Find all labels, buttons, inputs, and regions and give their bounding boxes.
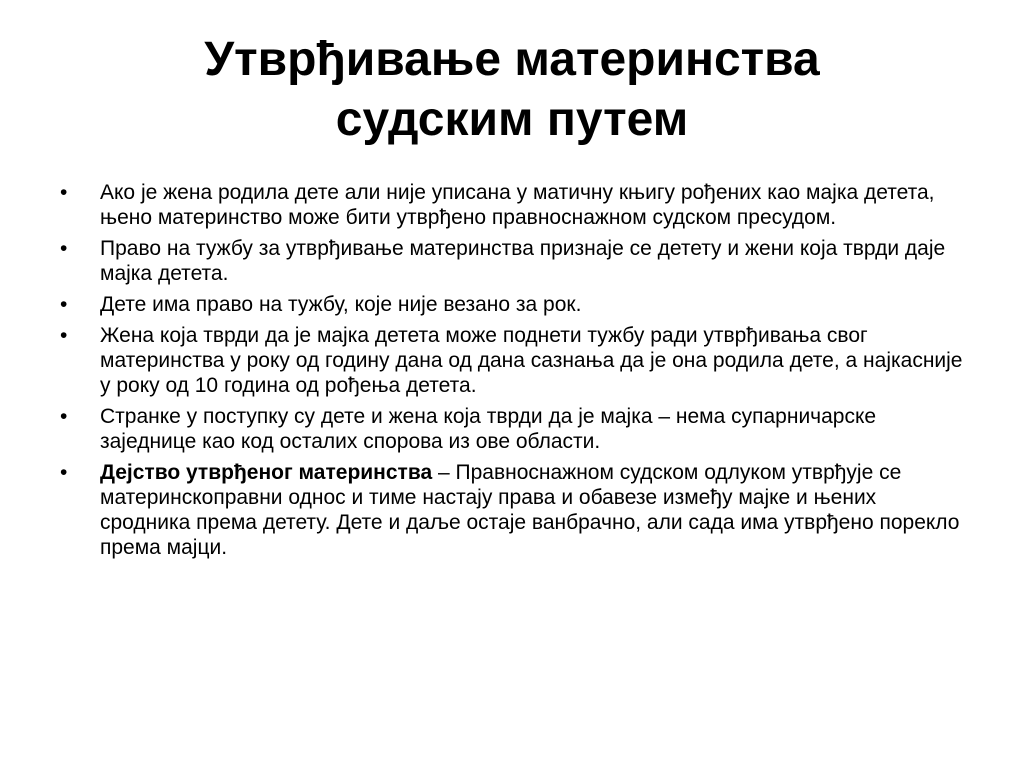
bullet-item-2 (55, 236, 970, 286)
bullet-item-5 (55, 404, 970, 454)
bullet-item-3 (55, 292, 970, 317)
slide-title-line-1: Утврђивање материнства (204, 33, 820, 86)
bullet-item-4 (55, 323, 970, 398)
slide-title (60, 30, 964, 150)
bullet-marker: • (60, 181, 68, 204)
bullet-bold-heading: Дејство утврђеног материнства (100, 461, 433, 484)
bullet-text: Дете има право на тужбу, које није везано за рок. (100, 293, 582, 316)
bullet-marker: • (60, 405, 68, 428)
bullet-marker: • (60, 293, 68, 316)
bullet-marker: • (60, 461, 68, 484)
bullet-text: Право на тужбу за утврђивање материнства признаје се детету и жени која тврди даје мајка детета. (100, 237, 946, 285)
bullet-item-1 (55, 180, 970, 230)
bullet-text: Странке у поступку су дете и жена која тврди да је мајка – нема супарничарске заједнице као код осталих спорова из ове области. (100, 405, 877, 453)
bullet-item-6 (55, 460, 970, 560)
slide-title-line-2: судским путем (335, 93, 689, 146)
bullet-list (55, 180, 970, 566)
bullet-text: – Правноснажном судском одлуком утврђује се материнскоправни однос и тиме настају права и обавезе између мајке и њених сродника према детету. Дете и даље остаје ванбрачно, али сада има утврђено порекло према мајци. (100, 461, 960, 559)
bullet-text: Ако је жена родила дете али није уписана у матичну књигу рођених као мајка детета, њено материнство може бити утврђено правноснажном судском пресудом. (100, 181, 935, 229)
bullet-marker: • (60, 237, 68, 260)
bullet-marker: • (60, 324, 68, 347)
bullet-text: Жена која тврди да је мајка детета може поднети тужбу ради утврђивања свог материнства у року од годину дана од дана сазнања да је она родила дете, а најкасније у року од 10 година од рођења детета. (100, 324, 963, 397)
